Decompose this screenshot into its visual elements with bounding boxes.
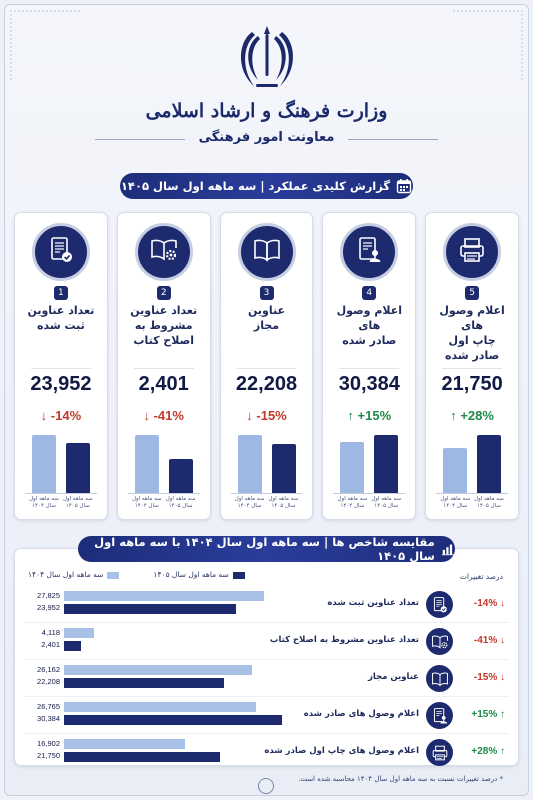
bar-previous-year [64,739,185,749]
legend-item-previous [28,570,119,579]
arrow-up-icon: ↑ [347,408,354,423]
divider [31,368,91,369]
axis-line [333,493,405,494]
open-book-icon [252,235,282,269]
row-change-value: +28% [471,746,498,757]
kpi-card [220,212,314,520]
comparison-row [14,660,519,697]
comparison-row [14,734,519,771]
kpi-number: 5 [465,286,479,300]
value-current: 22,208 [37,677,60,686]
mini-bar-chart [439,431,505,493]
chart-legend [28,570,245,579]
mini-bar-chart [336,431,402,493]
kpi-change-value: -41% [153,408,184,423]
value-previous: 26,765 [37,702,60,711]
kpi-number: 4 [362,286,376,300]
kpi-number: 1 [54,286,68,300]
row-icon-badge [426,702,453,729]
kpi-label: تعداد عناوین ثبت شده [27,304,95,332]
row-values [26,627,60,651]
footnote: * درصد تغییرات نسبت به سه ماهه اول سال ۱۴۰۴ محاسبه شده است. [298,775,503,783]
arrow-down-icon: ↓ [246,408,253,423]
kpi-change-value: -14% [50,408,82,423]
row-change [471,709,505,720]
comparison-row [14,623,519,660]
bar-current-year [64,752,220,762]
row-label: تعداد عناوین ثبت شده [327,598,419,608]
x-tick-label-current: سه ماهه اول سال ۱۴۰۵ [62,496,93,509]
kpi-card [117,212,211,520]
row-icon-badge [426,739,453,766]
kpi-change-value: +28% [460,408,494,423]
kpi-value: 2,401 [138,373,189,395]
kpi-value: 21,750 [441,373,503,395]
arrow-down-icon: ↓ [500,598,505,609]
bar-current-year [272,444,296,493]
legend-swatch-current [233,572,245,579]
kpi-value: 22,208 [235,373,298,395]
legend-label-current: سه ماهه اول سال ۱۴۰۵ [153,570,229,579]
bar-current-year [64,641,81,651]
kpi-change [118,408,210,423]
bar-current-year [374,435,398,493]
value-current: 30,384 [37,714,60,723]
kpi-card [425,212,519,520]
kpi-change-value: +15% [357,408,392,423]
bar-current-year [169,459,193,493]
arrow-down-icon: ↓ [500,672,505,683]
iran-emblem-icon [236,22,298,94]
printer-icon [430,743,449,762]
kpi-label: اعلام وصول های چاپ اول صادر شده [439,304,505,362]
comparison-row [14,697,519,734]
legend-label-previous: سه ماهه اول سال ۱۴۰۴ [28,570,104,579]
axis-line [128,493,200,494]
row-change [474,672,505,683]
bar-current-year [66,443,90,493]
bar-current-year [64,715,282,725]
printer-icon [457,235,487,269]
row-values [26,590,60,614]
value-current: 23,952 [37,603,60,612]
row-label: اعلام وصول های صادر شده [303,709,419,719]
x-tick-label-previous: سه ماهه اول سال ۱۴۰۴ [131,496,162,509]
kpi-change [221,408,313,423]
mini-bar-chart [28,431,94,493]
x-tick-label-previous: سه ماهه اول سال ۱۴۰۴ [234,496,265,509]
row-label: تعداد عناوین مشروط به اصلاح کتاب [269,635,419,645]
row-label: عناوین مجاز [367,672,419,682]
header [0,22,533,145]
x-tick-label-previous: سه ماهه اول سال ۱۴۰۴ [337,496,368,509]
row-values [26,701,60,725]
axis-line [25,493,97,494]
kpi-label: تعداد عناوین مشروط به اصلاح کتاب [130,304,198,347]
bar-chart-icon [441,541,455,557]
row-label: اعلام وصول های چاپ اول صادر شده [264,746,419,756]
bar-current-year [477,435,501,493]
report-title: گزارش کلیدی عملکرد | سه ماهه اول سال ۱۴۰۵ [120,179,391,193]
registered-document-icon [46,235,76,269]
open-book-icon [430,669,449,688]
divider [442,368,502,369]
x-tick-label-current: سه ماهه اول سال ۱۴۰۵ [474,496,504,509]
row-change-value: -14% [473,598,498,609]
comparison-row [14,586,519,623]
kpi-change-value: -15% [256,408,287,423]
bar-previous-year [64,665,252,675]
row-change-value: +15% [471,709,498,720]
kpi-value: 23,952 [30,373,92,395]
row-icon-badge [426,628,453,655]
bar-previous-year [64,591,264,601]
arrow-up-icon: ↑ [500,709,505,720]
kpi-cards [14,212,519,520]
kpi-label: اعلام وصول های صادر شده [336,304,403,347]
legend-item-current [153,570,244,579]
value-previous: 16,902 [37,739,60,748]
kpi-icon-badge [32,223,90,281]
ministry-seal-icon [258,778,274,794]
comparison-title-pill [78,536,455,562]
x-tick-label-previous: سه ماهه اول سال ۱۴۰۴ [29,496,59,509]
arrow-up-icon: ↑ [500,746,505,757]
row-icon-badge [426,665,453,692]
bar-previous-year [32,435,56,493]
kpi-change [323,408,415,423]
registered-document-icon [430,595,449,614]
bar-previous-year [340,442,364,493]
kpi-label: عناوین مجاز [248,304,286,332]
arrow-down-icon: ↓ [143,408,150,423]
x-tick-label-previous: سه ماهه اول سال ۱۴۰۴ [440,496,471,509]
arrow-down-icon: ↓ [500,635,505,646]
x-tick-label-current: سه ماهه اول سال ۱۴۰۵ [268,496,299,509]
axis-line [436,493,508,494]
divider [237,368,297,369]
value-previous: 4,118 [41,628,60,637]
comparison-title: مقایسه شاخص ها | سه ماهه اول سال ۱۴۰۴ با سه ماهه اول سال ۱۴۰۵ [94,535,435,563]
bar-previous-year [238,435,262,493]
kpi-card [322,212,416,520]
bar-current-year [64,678,224,688]
kpi-card [14,212,108,520]
value-previous: 26,162 [37,665,60,674]
legend-swatch-previous [107,572,119,579]
kpi-icon-badge [238,223,296,281]
bar-current-year [64,604,236,614]
row-icon-badge [426,591,453,618]
change-column-header: درصد تغییرات [459,572,503,581]
divider [134,368,194,369]
kpi-value: 30,384 [338,373,400,395]
row-values [26,738,60,762]
book-gear-icon [430,632,449,651]
bar-previous-year [135,435,159,493]
kpi-icon-badge [340,223,398,281]
row-change [474,635,505,646]
row-values [26,664,60,688]
kpi-number: 2 [157,286,171,300]
bar-previous-year [443,448,467,493]
value-previous: 27,825 [37,591,60,600]
document-user-icon [430,706,449,725]
kpi-change [426,408,518,423]
calendar-icon [396,178,412,194]
kpi-number: 3 [260,286,274,300]
document-user-icon [354,235,384,269]
row-change-value: -41% [473,635,498,646]
bar-previous-year [64,628,94,638]
row-change [471,746,505,757]
kpi-icon-badge [443,223,501,281]
mini-bar-chart [234,431,300,493]
x-tick-label-current: سه ماهه اول سال ۱۴۰۵ [371,496,402,509]
bar-previous-year [64,702,256,712]
value-current: 2,401 [41,640,60,649]
report-title-pill [120,173,413,199]
ministry-name: وزارت فرهنگ و ارشاد اسلامی [145,100,388,122]
row-change-value: -15% [473,672,498,683]
divider [339,368,399,369]
kpi-icon-badge [135,223,193,281]
mini-bar-chart [131,431,197,493]
book-gear-icon [149,235,179,269]
arrow-down-icon: ↓ [40,408,48,423]
row-change [474,598,505,609]
value-current: 21,750 [37,751,60,760]
axis-line [231,493,303,494]
deputy-name: معاونت امور فرهنگی [165,130,369,145]
x-tick-label-current: سه ماهه اول سال ۱۴۰۵ [165,496,196,509]
kpi-change [15,408,107,423]
arrow-up-icon: ↑ [450,408,457,423]
